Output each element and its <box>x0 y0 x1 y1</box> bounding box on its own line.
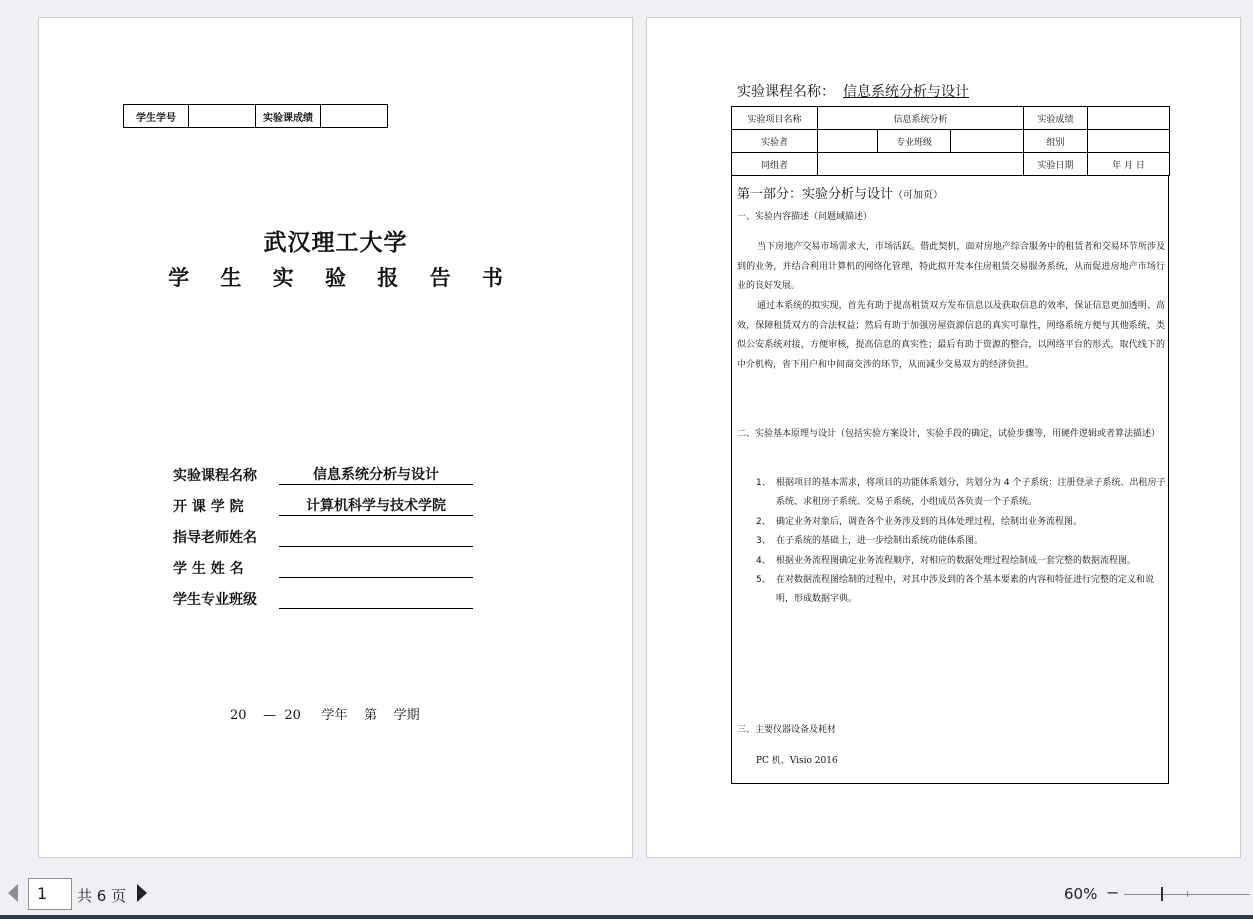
section1-paragraph-1: 当下房地产交易市场需求大，市场活跃。借此契机，面对房地产综合服务中的租赁者和交易环节所涉及到的业务，并结合利用计算机的网络化管理，特此拟开发本住房租赁交易服务系统，从而促进房地产市场行业的良好发展。 <box>737 242 1165 292</box>
step-text: 在对数据流程图绘制的过程中，对其中涉及到的各个基本要素的内容和特征进行完整的定义和说明，形成数据字典。 <box>776 575 1155 605</box>
list-item <box>756 532 1166 551</box>
major-class-value <box>951 130 1024 153</box>
table-row <box>732 107 1170 130</box>
report-content-page <box>646 17 1241 858</box>
university-name: 武汉理工大学 <box>263 229 408 256</box>
course-heading <box>737 81 977 101</box>
experiment-date-label: 实验日期 <box>1024 153 1088 176</box>
part1-title-text: 第一部分：实验分析与设计 <box>737 187 894 202</box>
project-name-value: 信息系统分析 <box>818 107 1024 130</box>
cover-info-row <box>173 454 473 485</box>
list-item <box>756 513 1166 532</box>
table-row <box>732 130 1170 153</box>
part1-note: （可加页） <box>893 190 944 201</box>
cover-info-row <box>173 485 473 516</box>
part1-title <box>737 183 943 202</box>
course-name-label: 实验课程名称 <box>173 468 257 484</box>
course-heading-label: 实验课程名称： <box>737 84 835 100</box>
academic-term-line: 20 — 20 学年 第 学期 <box>230 708 420 723</box>
step-number: 4、 <box>756 555 771 566</box>
experimenter-label: 实验者 <box>732 130 818 153</box>
student-id-cell <box>189 105 256 128</box>
cover-info-row <box>173 578 473 609</box>
total-pages-label: 共 6 页 <box>77 887 127 905</box>
step-number: 2、 <box>756 516 771 527</box>
partners-value <box>818 153 1024 176</box>
step-number: 5、 <box>756 575 771 586</box>
student-class-value <box>279 590 473 609</box>
report-body-box <box>731 176 1169 784</box>
page-number-input[interactable]: 1 <box>28 878 72 910</box>
equipment-list: PC 机、Visio 2016 <box>756 756 838 766</box>
partners-label: 同组者 <box>732 153 818 176</box>
instructor-value <box>279 528 473 547</box>
list-item <box>756 552 1166 571</box>
step-text: 确定业务对象后，调查各个业务涉及到的具体处理过程，绘制出业务流程图。 <box>776 516 1083 527</box>
cover-info-row <box>173 547 473 578</box>
student-class-label: 学生专业班级 <box>173 592 257 608</box>
next-page-arrow-icon[interactable] <box>137 884 147 902</box>
section2-steps <box>756 474 1166 610</box>
zoom-slider-thumb[interactable] <box>1161 887 1163 901</box>
step-text: 根据项目的基本需求，将项目的功能体系划分，共划分为 4 个子系统：注册登录子系统、出租房子系统、求租房子系统、交易子系统，小组成员各负责一个子系统。 <box>776 478 1166 508</box>
major-class-label: 专业班级 <box>878 130 951 153</box>
previous-page-arrow-icon[interactable] <box>8 884 18 902</box>
student-name-value <box>279 559 473 578</box>
experimenter-value <box>818 130 878 153</box>
course-heading-value: 信息系统分析与设计 <box>843 84 969 100</box>
experiment-score-value <box>1088 107 1170 130</box>
group-label: 组别 <box>1024 130 1088 153</box>
instructor-label: 指导老师姓名 <box>173 530 257 546</box>
step-number: 1、 <box>756 478 771 488</box>
section2-title: 二、实验基本原理与设计（包括实验方案设计，实验手段的确定，试验步骤等，用硬件逻辑或者算法描述） <box>737 429 1161 439</box>
section1-paragraph-2: 通过本系统的拟实现，首先有助于提高租赁双方发布信息以及获取信息的效率，保证信息更加透明、高效，保障租赁双方的合法权益；然后有助于加强房屋资源信息的真实可靠性，网络系统方便与其他系统，类似公安系统对接，方便审核，提高信息的真实性；最后有助于资源的整合，以网络平台的形式，取代线下的中介机构，省下用户和中间商交涉的环节，从而减少交易双方的经济负担。 <box>737 301 1165 370</box>
experiment-date-value: 年 月 日 <box>1088 153 1170 176</box>
college-label: 开 课 学 院 <box>173 499 244 515</box>
college-value: 计算机科学与技术学院 <box>279 497 473 516</box>
table-row <box>732 153 1170 176</box>
step-text: 根据业务流程图确定业务流程顺序，对相应的数据处理过程绘制成一套完整的数据流程图。 <box>776 555 1137 566</box>
project-name-label: 实验项目名称 <box>732 107 818 130</box>
step-number: 3、 <box>756 536 771 547</box>
cover-info-row <box>173 516 473 547</box>
course-score-label: 实验课成绩 <box>256 105 321 128</box>
cover-info-fields <box>173 454 473 609</box>
course-score-cell <box>321 105 388 128</box>
list-item <box>756 571 1166 610</box>
experiment-score-label: 实验成绩 <box>1024 107 1088 130</box>
taskbar-edge <box>0 915 1253 919</box>
student-id-label: 学生学号 <box>124 105 189 128</box>
zoom-out-button[interactable]: − <box>1106 883 1120 902</box>
report-cover-page <box>38 17 633 858</box>
document-status-bar <box>0 872 1253 919</box>
experiment-info-table <box>731 106 1170 176</box>
report-title: 学 生 实 验 报 告 书 <box>168 265 515 290</box>
list-item <box>756 474 1166 513</box>
zoom-level[interactable]: 60% <box>1064 885 1098 903</box>
zoom-slider-tick <box>1187 891 1188 897</box>
student-name-label: 学 生 姓 名 <box>173 561 244 577</box>
course-name-value: 信息系统分析与设计 <box>279 466 473 485</box>
section3-title: 三、主要仪器设备及耗材 <box>737 725 837 735</box>
section1-title: 一、实验内容描述（问题域描述） <box>737 212 873 222</box>
group-value <box>1088 130 1170 153</box>
step-text: 在子系统的基础上，进一步绘制出系统功能体系图。 <box>776 536 984 547</box>
score-table <box>123 104 388 128</box>
